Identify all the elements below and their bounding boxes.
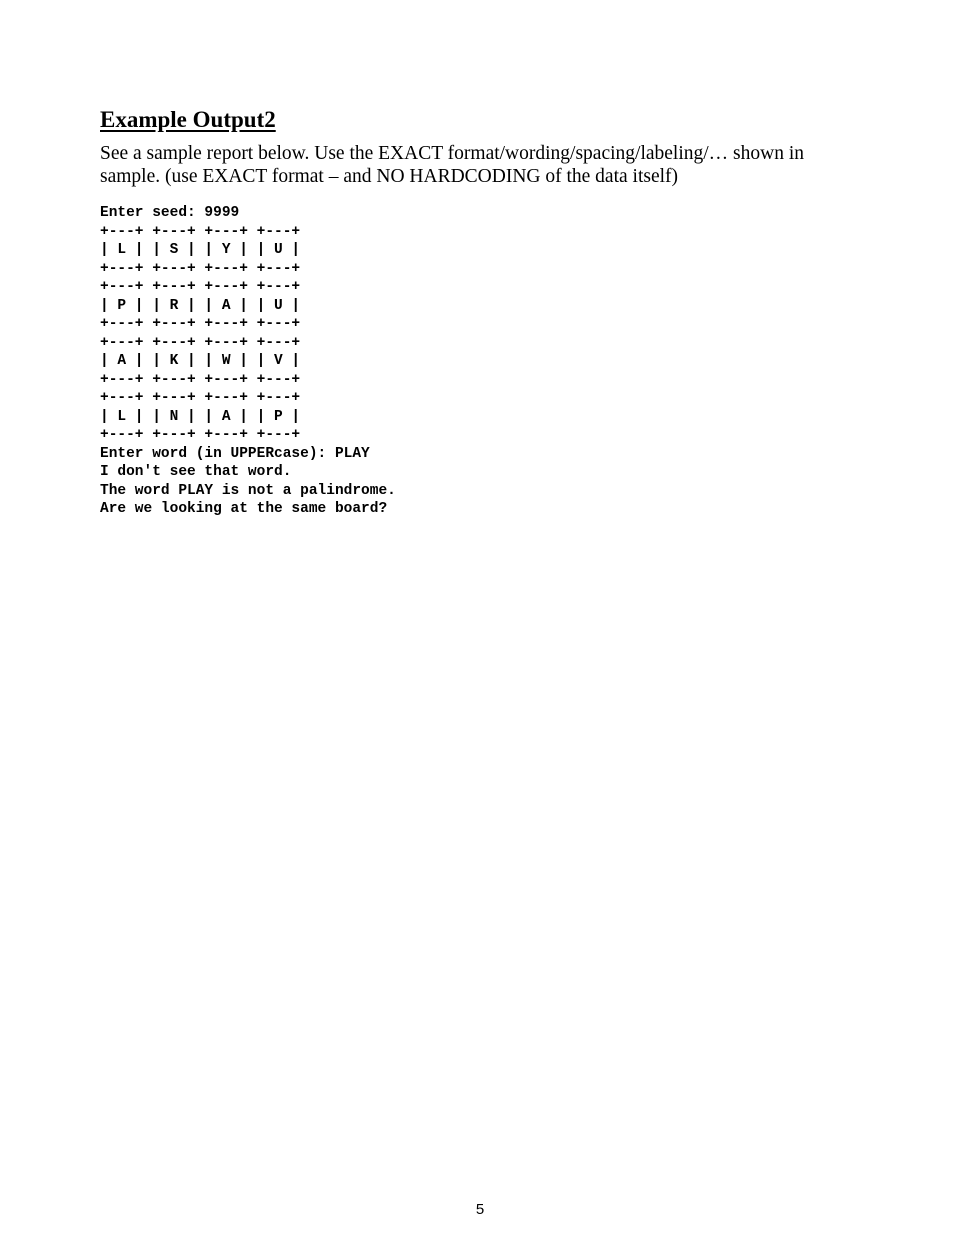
console-line: The word PLAY is not a palindrome. [100,482,396,499]
console-line: +---+ +---+ +---+ +---+ [100,427,301,443]
console-line: +---+ +---+ +---+ +---+ [100,316,301,332]
section-heading: Example Output2 [100,107,276,132]
page-number: 5 [475,1201,485,1218]
console-line: +---+ +---+ +---+ +---+ [100,260,301,277]
console-line: | A | | K | | W | | V | [100,353,301,369]
console-line: +---+ +---+ +---+ +---+ [100,279,301,295]
console-line: Are we looking at the same board? [100,501,388,517]
console-line: | L | | S | | Y | | U | [100,242,301,258]
console-line: | L | | N | | A | | P | [100,408,301,425]
console-line: Enter word (in UPPERcase): PLAY [100,445,370,462]
console-line: Enter seed: 9999 [100,205,240,221]
intro-paragraph: See a sample report below. Use the EXACT format/wording/spacing/labeling/… shown in sample. (use EXACT format – and NO HARDCODING of the data itself) [100,143,805,187]
console-output [100,204,396,519]
console-line: | P | | R | | A | | U | [100,297,301,314]
console-line: I don't see that word. [100,464,292,480]
console-line: +---+ +---+ +---+ +---+ [100,390,301,406]
console-line: +---+ +---+ +---+ +---+ [100,223,301,240]
console-line: +---+ +---+ +---+ +---+ [100,371,301,388]
console-line: +---+ +---+ +---+ +---+ [100,334,301,351]
